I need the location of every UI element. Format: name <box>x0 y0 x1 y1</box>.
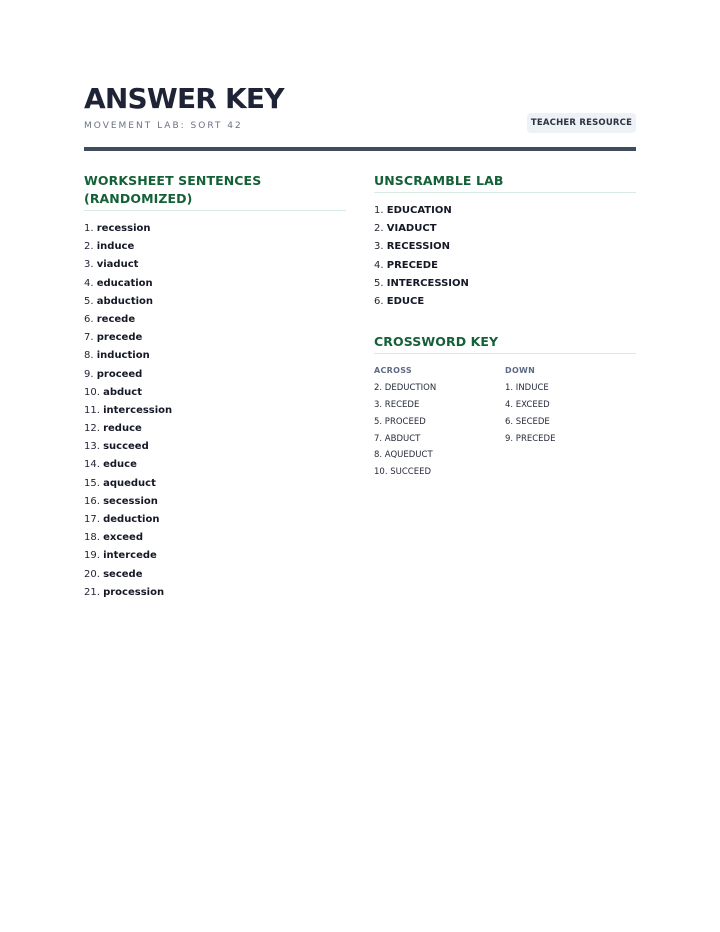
across-answer-item: 8. AQUEDUCT <box>374 450 433 461</box>
item-number: 6. <box>84 313 94 325</box>
item-number: 20. <box>84 568 100 580</box>
unscramble-answer-list <box>374 202 636 311</box>
item-number: 21. <box>84 586 100 598</box>
item-number: 9. <box>84 368 94 380</box>
header-divider <box>84 147 636 151</box>
answer-word: induce <box>96 241 135 253</box>
across-answer-item: 3. RECEDE <box>374 399 420 410</box>
unscramble-answer-item <box>374 275 636 293</box>
worksheet-answer-item <box>84 511 346 529</box>
unscramble-section <box>374 172 636 311</box>
worksheet-answer-item <box>84 529 346 547</box>
unscramble-answer-item <box>374 202 636 220</box>
item-number: 7. <box>84 332 94 344</box>
worksheet-answer-item <box>84 402 346 420</box>
answer-word: proceed <box>96 368 143 380</box>
unscramble-answer-item <box>374 238 636 256</box>
worksheet-answer-item <box>84 475 346 493</box>
down-answer-item: 6. SECEDE <box>505 416 550 427</box>
item-number: 5. <box>374 277 384 289</box>
across-answer-list <box>374 380 505 481</box>
worksheet-answer-item <box>84 220 346 238</box>
worksheet-answer-item <box>84 238 346 256</box>
answer-word: PRECEDE <box>386 259 438 271</box>
item-number: 17. <box>84 514 100 525</box>
worksheet-answer-item <box>84 493 346 511</box>
across-answer-item: 7. ABDUCT <box>374 433 421 444</box>
worksheet-section-title: WORKSHEET SENTENCES (RANDOMIZED) <box>84 172 346 211</box>
item-number: 11. <box>84 404 100 416</box>
item-number: 8. <box>84 350 94 362</box>
page-title: ANSWER KEY <box>84 82 284 115</box>
answer-word: induction <box>96 350 150 362</box>
answer-word: secede <box>103 568 143 580</box>
answer-word: intercede <box>103 550 157 562</box>
answer-word: abduct <box>103 386 142 398</box>
item-number: 4. <box>374 259 384 271</box>
answer-word: educe <box>103 459 137 471</box>
worksheet-section <box>84 172 346 602</box>
answer-word: INTERCESSION <box>386 277 469 289</box>
item-number: 18. <box>84 532 100 544</box>
worksheet-answer-item <box>84 420 346 438</box>
item-number: 13. <box>84 441 100 453</box>
worksheet-answer-item <box>84 293 346 311</box>
answer-word: EDUCE <box>386 295 425 307</box>
worksheet-answer-item <box>84 384 346 402</box>
answer-word: reduce <box>103 423 142 435</box>
item-number: 16. <box>84 495 100 507</box>
worksheet-answer-item <box>84 438 346 456</box>
crossword-columns <box>374 364 636 481</box>
unscramble-answer-item <box>374 293 636 311</box>
page-subtitle: MOVEMENT LAB: SORT 42 <box>84 121 243 131</box>
item-number: 3. <box>84 259 94 271</box>
right-column <box>374 172 636 481</box>
worksheet-answer-item <box>84 256 346 274</box>
answer-word: viaduct <box>96 259 139 271</box>
answer-word: EDUCATION <box>386 205 452 216</box>
answer-word: RECESSION <box>386 241 450 253</box>
item-number: 4. <box>84 277 94 289</box>
unscramble-section-title: UNSCRAMBLE LAB <box>374 172 636 193</box>
worksheet-answer-item <box>84 347 346 365</box>
item-number: 10. <box>84 386 100 398</box>
down-answer-item: 4. EXCEED <box>505 399 550 410</box>
across-answer-item: 5. PROCEED <box>374 416 426 427</box>
worksheet-answer-list <box>84 220 346 602</box>
answer-word: deduction <box>103 514 160 525</box>
item-number: 15. <box>84 477 100 489</box>
unscramble-answer-item <box>374 257 636 275</box>
answer-word: procession <box>103 586 165 598</box>
worksheet-answer-item <box>84 547 346 565</box>
worksheet-answer-item <box>84 311 346 329</box>
crossword-across-column <box>374 364 505 481</box>
worksheet-answer-item <box>84 329 346 347</box>
worksheet-answer-item <box>84 366 346 384</box>
answer-word: VIADUCT <box>386 223 437 235</box>
worksheet-answer-item <box>84 566 346 584</box>
answer-word: education <box>96 277 153 289</box>
answer-word: abduction <box>96 295 154 307</box>
answer-word: recession <box>96 223 151 234</box>
answer-word: intercession <box>103 404 173 416</box>
teacher-resource-badge: TEACHER RESOURCE <box>527 113 636 133</box>
answer-word: exceed <box>103 532 143 544</box>
worksheet-answer-item <box>84 584 346 602</box>
item-number: 6. <box>374 295 384 307</box>
crossword-down-column <box>505 364 636 481</box>
down-answer-item: 9. PRECEDE <box>505 433 556 444</box>
answer-word: aqueduct <box>103 477 156 489</box>
across-heading: ACROSS <box>374 366 412 376</box>
item-number: 19. <box>84 550 100 562</box>
across-answer-item: 10. SUCCEED <box>374 467 431 478</box>
item-number: 1. <box>374 205 384 216</box>
down-answer-item: 1. INDUCE <box>505 383 549 394</box>
item-number: 2. <box>84 241 94 253</box>
worksheet-answer-item <box>84 275 346 293</box>
answer-word: precede <box>96 332 143 344</box>
answer-word: secession <box>103 495 158 507</box>
item-number: 14. <box>84 459 100 471</box>
crossword-section-title: CROSSWORD KEY <box>374 333 636 354</box>
item-number: 2. <box>374 223 384 235</box>
answer-word: recede <box>96 313 136 325</box>
item-number: 5. <box>84 295 94 307</box>
item-number: 12. <box>84 423 100 435</box>
unscramble-answer-item <box>374 220 636 238</box>
down-answer-list <box>505 380 636 447</box>
item-number: 1. <box>84 223 94 234</box>
across-answer-item: 2. DEDUCTION <box>374 383 437 394</box>
item-number: 3. <box>374 241 384 253</box>
down-heading: DOWN <box>505 366 536 376</box>
crossword-section <box>374 333 636 481</box>
worksheet-answer-item <box>84 456 346 474</box>
answer-word: succeed <box>103 441 149 453</box>
